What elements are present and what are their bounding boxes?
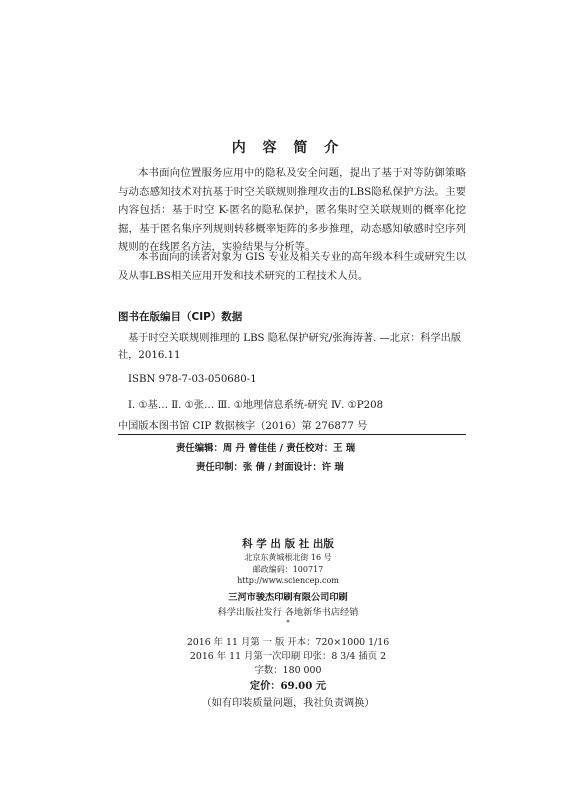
classification: Ⅰ. ①基… Ⅱ. ①张… Ⅲ. ①地理信息系统-研究 Ⅳ. ①P208 xyxy=(128,400,384,411)
edition-info: 2016 年 11 月第 一 版 开本：720×1000 1/16 xyxy=(186,637,390,648)
publisher-url: http://www.sciencep.com xyxy=(237,576,339,585)
price: 定价：69.00 元 xyxy=(249,680,327,692)
publisher-address: 北京东黄城根北街 16 号 xyxy=(244,553,332,562)
page-title: 内 容 简 介 xyxy=(231,140,345,156)
intro-paragraph-2: 本书面向的读者对象为 GIS 专业及相关专业的高年级本科生或研究生以及从事LBS相关应用开发和技术研究的工程技术人员。 xyxy=(118,251,466,282)
word-count: 字数：180 000 xyxy=(254,665,322,676)
intro-paragraph-1: 本书面向位置服务应用中的隐私及安全问题，提出了基于对等防御策略与动态感知技术对抗基于时空关联规则推理攻击的LBS隐私保护方法。主要内容包括：基于时空 K-匿名的隐私保护，匿名集时空关联规则的概率化挖掘，基于匿名集序列规则转移概率矩阵的多步推理，动态感知敏感时空序列规则的在线匿名方法，实验结果与分析等。 xyxy=(118,167,466,254)
cip-entry: 基于时空关联规则推理的 LBS 隐私保护研究/张海涛著. —北京：科学出版社，2016.11 xyxy=(118,333,462,361)
separator-mark: * xyxy=(286,619,290,627)
divider-rule xyxy=(118,434,466,435)
printer: 三河市骏杰印刷有限公司印刷 xyxy=(228,592,348,603)
production-credits: 责任印制：张 倩 / 封面设计：许 瑞 xyxy=(196,462,344,473)
distribution: 科学出版社发行 各地新华书店经销 xyxy=(217,607,359,618)
cip-number: 中国版本图书馆 CIP 数据核字（2016）第 276877 号 xyxy=(118,421,368,432)
quality-notice: （如有印装质量问题，我社负责调换） xyxy=(201,698,375,709)
printing-info: 2016 年 11 月第一次印刷 印张：8 3/4 插页 2 xyxy=(189,651,387,662)
publisher-name: 科 学 出 版 社 出版 xyxy=(242,538,334,550)
cip-heading: 图书在版编目（CIP）数据 xyxy=(118,311,243,323)
isbn: ISBN 978-7-03-050680-1 xyxy=(128,374,257,385)
editor-credits: 责任编辑：周 丹 曾佳佳 / 责任校对：王 瑞 xyxy=(176,443,356,454)
publisher-postcode: 邮政编码：100717 xyxy=(252,565,324,574)
